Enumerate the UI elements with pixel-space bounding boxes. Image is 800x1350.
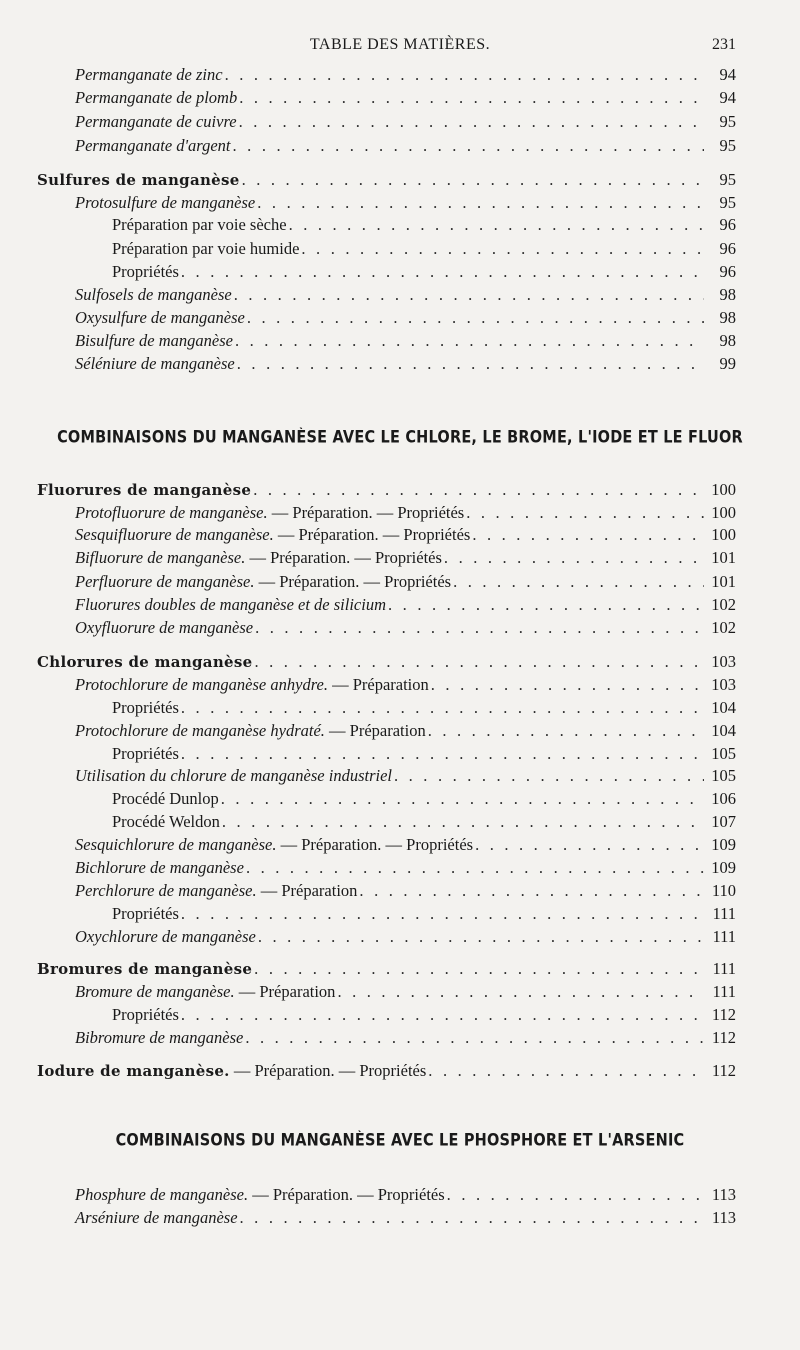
- toc-entry-page-number: 102: [711, 595, 736, 614]
- toc-entry-page-number: 103: [711, 675, 736, 694]
- toc-entry-title: [0, 87, 237, 109]
- toc-entry-title-part: Préparation par voie humide: [112, 239, 300, 258]
- page-header: [0, 36, 800, 60]
- toc-entry-title-part: Chlorures de manganèse: [37, 653, 253, 671]
- toc-entry: [0, 214, 800, 236]
- toc-entry-title: [0, 330, 233, 352]
- toc-entry-title-part: Propriétés: [112, 698, 179, 717]
- toc-entry-title-part: Bromures de manganèse: [37, 960, 253, 978]
- toc-entry: [0, 903, 800, 925]
- dot-leader: [453, 571, 704, 593]
- toc-entry-title: [0, 1004, 179, 1026]
- toc-entry-title: [0, 284, 232, 306]
- dot-leader: [234, 284, 704, 306]
- toc-entry-title: [0, 261, 179, 283]
- dot-leader: [257, 192, 704, 214]
- toc-entry-title: [0, 307, 245, 329]
- toc-entry-title-part: Sulfosels de manganèse: [75, 285, 232, 304]
- toc-entry-page-number: 101: [711, 548, 736, 567]
- toc-entry-page-number: 111: [712, 982, 736, 1001]
- toc-entry-title-part: Permanganate de cuivre: [75, 112, 237, 131]
- toc-entry-title-part: — Préparation. — Propriétés: [267, 503, 465, 522]
- toc-entry-title-part: Procédé Weldon: [112, 812, 220, 831]
- toc-entry: [0, 524, 800, 546]
- toc-entry-title-part: Oxyfluorure de manganèse: [75, 618, 254, 637]
- toc-entry-page-number: 95: [719, 112, 736, 131]
- toc-entry: [0, 261, 800, 283]
- dot-leader: [301, 238, 704, 260]
- section-heading-halogens: COMBINAISONS DU MANGANÈSE AVEC LE CHLORE, LE BROME, L'IODE ET LE FLUOR: [57, 428, 743, 448]
- running-title: TABLE DES MATIÈRES.: [309, 36, 491, 53]
- toc-entry: [0, 547, 800, 569]
- toc-entry-title-part: Protosulfure de manganèse: [75, 193, 256, 212]
- toc-entry-title: [0, 547, 442, 569]
- toc-entry-page-number: 104: [711, 721, 736, 740]
- toc-entry-title: [0, 192, 255, 214]
- toc-entry-title-part: Bichlorure de manganèse: [75, 858, 244, 877]
- toc-entry: [0, 834, 800, 856]
- toc-entry: [0, 651, 800, 673]
- toc-entry-title-part: Propriétés: [112, 744, 179, 763]
- toc-entry-title: [0, 697, 179, 719]
- dot-leader: [235, 330, 704, 352]
- toc-entry-page-number: 102: [711, 618, 736, 637]
- dot-leader: [225, 64, 704, 86]
- dot-leader: [242, 169, 704, 191]
- toc-entry: [0, 926, 800, 948]
- dot-leader: [253, 479, 704, 501]
- dot-leader: [247, 307, 704, 329]
- toc-entry-title: [0, 135, 231, 157]
- toc-entry-page-number: 111: [712, 959, 736, 978]
- toc-entry-title-part: Bromure de manganèse.: [75, 982, 235, 1001]
- toc-entry-title-part: Oxychlorure de manganèse: [75, 927, 256, 946]
- toc-entry: [0, 765, 800, 787]
- dot-leader: [254, 958, 704, 980]
- toc-entry-title: [0, 1184, 445, 1206]
- toc-entry-title-part: — Préparation: [256, 881, 358, 900]
- toc-entry: [0, 1060, 800, 1082]
- toc-entry-page-number: 95: [719, 193, 736, 212]
- toc-entry-title-part: Bibromure de manganèse: [75, 1028, 244, 1047]
- toc-entry-page-number: 105: [711, 766, 736, 785]
- toc-entry-title: [0, 1060, 426, 1082]
- dot-leader: [359, 880, 704, 902]
- dot-leader: [466, 502, 704, 524]
- toc-entry-page-number: 101: [711, 572, 736, 591]
- toc-entry-title: [0, 834, 473, 856]
- toc-entry-title-part: Sesquifluorure de manganèse.: [75, 525, 274, 544]
- toc-entry-title: [0, 524, 470, 546]
- toc-entry-title: [0, 903, 179, 925]
- dot-leader: [239, 111, 704, 133]
- toc-entry-title-part: Bisulfure de manganèse: [75, 331, 233, 350]
- dot-leader: [246, 857, 704, 879]
- dot-leader: [233, 135, 704, 157]
- dot-leader: [239, 87, 704, 109]
- toc-entry: [0, 307, 800, 329]
- toc-entry: [0, 594, 800, 616]
- toc-entry-page-number: 111: [712, 904, 736, 923]
- toc-entry-title: [0, 64, 223, 86]
- dot-leader: [475, 834, 704, 856]
- toc-entry-title-part: Sulfures de manganèse: [37, 171, 240, 189]
- toc-entry-page-number: 104: [711, 698, 736, 717]
- toc-entry-title-part: Procédé Dunlop: [112, 789, 219, 808]
- toc-entry-title-part: — Préparation. — Propriétés: [254, 572, 452, 591]
- dot-leader: [431, 674, 704, 696]
- toc-entry-page-number: 113: [711, 1185, 736, 1204]
- toc-entry-page-number: 112: [711, 1061, 736, 1080]
- toc-entry-page-number: 95: [719, 136, 736, 155]
- toc-entry: [0, 1004, 800, 1026]
- toc-entry-page-number: 110: [711, 881, 736, 900]
- toc-entry: [0, 1184, 800, 1206]
- toc-entry-page-number: 109: [711, 858, 736, 877]
- toc-entry: [0, 192, 800, 214]
- section-heading-phosphorus-arsenic: COMBINAISONS DU MANGANÈSE AVEC LE PHOSPHORE ET L'ARSENIC: [115, 1131, 685, 1151]
- dot-leader: [181, 261, 704, 283]
- toc-entry-page-number: 98: [719, 331, 736, 350]
- toc-entry-title: [0, 238, 299, 260]
- toc-entry-title-part: Permanganate d'argent: [75, 136, 231, 155]
- toc-entry-title: [0, 479, 251, 501]
- toc-entry: [0, 571, 800, 593]
- toc-entry: [0, 743, 800, 765]
- toc-entry: [0, 981, 800, 1003]
- toc-entry-title: [0, 169, 240, 191]
- toc-entry-title-part: Sesquichlorure de manganèse.: [75, 835, 277, 854]
- toc-entry-title-part: Préparation par voie sèche: [112, 215, 287, 234]
- dot-leader: [289, 214, 704, 236]
- toc-entry-title-part: Arséniure de manganèse: [75, 1208, 238, 1227]
- toc-entry: [0, 284, 800, 306]
- toc-entry-page-number: 103: [711, 652, 736, 671]
- toc-entry-page-number: 100: [711, 480, 736, 499]
- toc-entry-page-number: 105: [711, 744, 736, 763]
- dot-leader: [447, 1184, 704, 1206]
- toc-entry-page-number: 96: [719, 262, 736, 281]
- toc-entry: [0, 811, 800, 833]
- toc-entry-title-part: Protochlorure de manganèse anhydre.: [75, 675, 328, 694]
- toc-entry: [0, 238, 800, 260]
- toc-entry-page-number: 113: [711, 1208, 736, 1227]
- toc-entry: [0, 330, 800, 352]
- toc-entry-title-part: Phosphure de manganèse.: [75, 1185, 249, 1204]
- toc-entry-title: [0, 958, 252, 980]
- toc-entry-title-part: Propriétés: [112, 1005, 179, 1024]
- toc-entry-title-part: — Préparation. — Propriétés: [229, 1061, 427, 1080]
- toc-entry-title-part: — Préparation. — Propriétés: [276, 835, 474, 854]
- toc-entry-page-number: 111: [712, 927, 736, 946]
- dot-leader: [240, 1207, 704, 1229]
- toc-entry-title: [0, 571, 451, 593]
- dot-leader: [472, 524, 704, 546]
- toc-entry-title: [0, 594, 386, 616]
- toc-entry-title: [0, 743, 179, 765]
- toc-entry-title-part: Perfluorure de manganèse.: [75, 572, 255, 591]
- toc-entry-page-number: 98: [719, 308, 736, 327]
- dot-leader: [254, 651, 704, 673]
- toc-entry: [0, 674, 800, 696]
- dot-leader: [222, 811, 704, 833]
- toc-entry-page-number: 94: [719, 65, 736, 84]
- dot-leader: [337, 981, 704, 1003]
- toc-entry: [0, 135, 800, 157]
- toc-entry-title: [0, 353, 235, 375]
- toc-entry: [0, 958, 800, 980]
- dot-leader: [394, 765, 704, 787]
- dot-leader: [181, 1004, 704, 1026]
- dot-leader: [255, 617, 704, 639]
- toc-entry-title-part: — Préparation. — Propriétés: [248, 1185, 445, 1204]
- toc-entry-title-part: — Préparation. — Propriétés: [245, 548, 442, 567]
- dot-leader: [181, 743, 704, 765]
- toc-entry-title: [0, 1207, 238, 1229]
- toc-entry: [0, 1027, 800, 1049]
- toc-entry-page-number: 112: [711, 1028, 736, 1047]
- toc-entry-title: [0, 765, 392, 787]
- dot-leader: [258, 926, 704, 948]
- toc-entry-title-part: Propriétés: [112, 904, 179, 923]
- toc-entry-title-part: Permanganate de plomb: [75, 88, 238, 107]
- toc-entry-title: [0, 651, 252, 673]
- toc-entry-title-part: — Préparation. — Propriétés: [273, 525, 471, 544]
- toc-entry-title: [0, 1027, 243, 1049]
- toc-entry-title: [0, 788, 219, 810]
- toc-entry-title-part: Iodure de manganèse.: [37, 1062, 230, 1080]
- dot-leader: [245, 1027, 704, 1049]
- toc-entry-title: [0, 617, 253, 639]
- toc-entry: [0, 64, 800, 86]
- toc-entry: [0, 87, 800, 109]
- dot-leader: [388, 594, 704, 616]
- toc-entry-title: [0, 857, 244, 879]
- toc-entry: [0, 788, 800, 810]
- toc-entry-page-number: 106: [711, 789, 736, 808]
- dot-leader: [428, 720, 704, 742]
- toc-entry-title: [0, 880, 357, 902]
- toc-entry-title: [0, 214, 287, 236]
- dot-leader: [181, 697, 704, 719]
- toc-entry-title: [0, 111, 237, 133]
- toc-entry-page-number: 96: [719, 215, 736, 234]
- toc-entry-title-part: — Préparation: [234, 982, 336, 1001]
- toc-entry-title: [0, 811, 220, 833]
- toc-entry-title-part: Fluorures doubles de manganèse et de silicium: [75, 595, 387, 614]
- toc-entry-title-part: Propriétés: [112, 262, 179, 281]
- toc-entry: [0, 169, 800, 191]
- toc-entry-page-number: 100: [711, 525, 736, 544]
- toc-entry-title-part: — Préparation: [324, 721, 426, 740]
- dot-leader: [181, 903, 704, 925]
- toc-entry-title-part: — Préparation: [327, 675, 429, 694]
- toc-entry: [0, 697, 800, 719]
- toc-entry-title-part: Protofluorure de manganèse.: [75, 503, 268, 522]
- toc-entry-title-part: Séléniure de manganèse: [75, 354, 235, 373]
- toc-entry-page-number: 95: [719, 170, 736, 189]
- dot-leader: [444, 547, 704, 569]
- toc-entry: [0, 353, 800, 375]
- toc-entry: [0, 479, 800, 501]
- toc-entry-title: [0, 674, 429, 696]
- toc-entry: [0, 502, 800, 524]
- toc-entry-title-part: Bifluorure de manganèse.: [75, 548, 246, 567]
- toc-entry-title: [0, 926, 256, 948]
- toc-entry-page-number: 109: [711, 835, 736, 854]
- toc-entry-title-part: Oxysulfure de manganèse: [75, 308, 245, 327]
- toc-entry-title: [0, 720, 426, 742]
- toc-entry-title-part: Protochlorure de manganèse hydraté.: [75, 721, 325, 740]
- toc-entry-page-number: 112: [711, 1005, 736, 1024]
- toc-entry-page-number: 98: [719, 285, 736, 304]
- toc-entry-title-part: Permanganate de zinc: [75, 65, 223, 84]
- dot-leader: [237, 353, 704, 375]
- toc-entry: [0, 857, 800, 879]
- toc-entry: [0, 880, 800, 902]
- toc-entry-title: [0, 502, 464, 524]
- dot-leader: [221, 788, 704, 810]
- toc-entry-title-part: Utilisation du chlorure de manganèse industriel: [75, 766, 392, 785]
- toc-entry-page-number: 96: [719, 239, 736, 258]
- dot-leader: [428, 1060, 704, 1082]
- toc-entry: [0, 1207, 800, 1229]
- toc-entry-title-part: Perchlorure de manganèse.: [75, 881, 257, 900]
- page-number: 231: [712, 36, 736, 53]
- toc-entry-page-number: 99: [719, 354, 736, 373]
- toc-entry-page-number: 107: [711, 812, 736, 831]
- toc-entry-page-number: 94: [719, 88, 736, 107]
- toc-entry: [0, 617, 800, 639]
- toc-entry: [0, 720, 800, 742]
- toc-entry-page-number: 100: [711, 503, 736, 522]
- toc-entry-title-part: Fluorures de manganèse: [37, 481, 252, 499]
- toc-entry-title: [0, 981, 335, 1003]
- toc-entry: [0, 111, 800, 133]
